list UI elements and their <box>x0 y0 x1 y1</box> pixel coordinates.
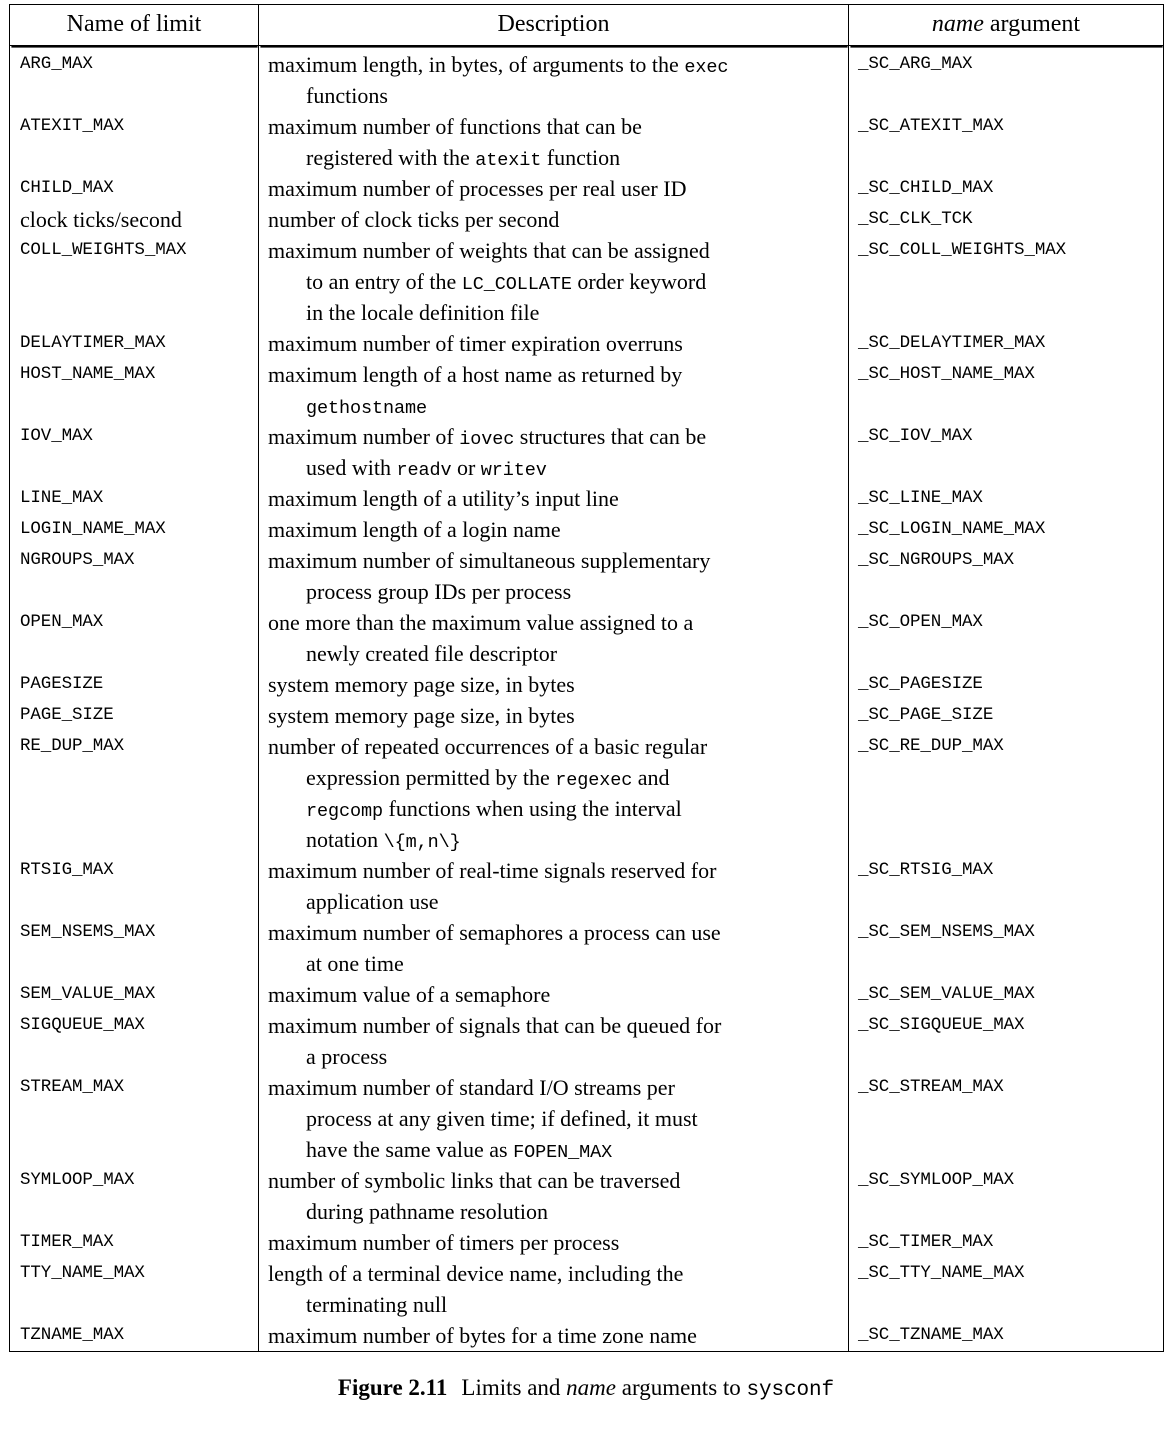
cell-description <box>259 1258 849 1320</box>
name-argument-text: _SC_PAGE_SIZE <box>858 705 994 725</box>
cell-description <box>259 328 849 359</box>
limit-name-text: STREAM_MAX <box>20 1077 125 1097</box>
text-span: in the locale definition file <box>306 300 540 325</box>
description-line <box>268 824 840 855</box>
spacer-line <box>20 1103 252 1134</box>
text-span: process group IDs per process <box>306 579 572 604</box>
name-argument-text: _SC_STREAM_MAX <box>858 1077 1004 1097</box>
text-span: maximum number of <box>268 424 460 449</box>
code-span: LC_COLLATE <box>461 274 572 295</box>
table-row <box>10 235 1164 328</box>
spacer-line <box>858 1041 1157 1072</box>
limit-name-text: PAGE_SIZE <box>20 705 114 725</box>
text-span: maximum number of standard I/O streams per <box>268 1075 675 1100</box>
spacer-line <box>858 297 1157 328</box>
cell-limit-name <box>10 669 259 700</box>
text-span: a process <box>306 1044 388 1069</box>
description-line <box>268 638 840 669</box>
cell-limit-name <box>10 235 259 328</box>
cell-limit-name <box>10 204 259 235</box>
description-line <box>268 204 840 235</box>
spacer-line <box>858 793 1157 824</box>
table-row <box>10 1072 1164 1165</box>
cell-name-argument <box>849 1258 1164 1320</box>
name-argument-text: _SC_RE_DUP_MAX <box>858 736 1004 756</box>
cell-name-argument <box>849 607 1164 669</box>
limit-name-text: COLL_WEIGHTS_MAX <box>20 240 187 260</box>
name-argument-text: _SC_DELAYTIMER_MAX <box>858 333 1046 353</box>
text-span: one more than the maximum value assigned to a <box>268 610 694 635</box>
cell-name-argument <box>849 204 1164 235</box>
name-argument-text: _SC_RTSIG_MAX <box>858 860 994 880</box>
cell-name-argument <box>849 1320 1164 1352</box>
code-span: readv <box>396 460 452 481</box>
code-span: iovec <box>459 429 515 450</box>
code-span: regcomp <box>306 801 384 822</box>
cell-limit-name <box>10 545 259 607</box>
table-body <box>10 46 1164 1352</box>
description-line <box>268 1289 840 1320</box>
description-line <box>268 173 840 204</box>
spacer-line <box>858 266 1157 297</box>
cell-description <box>259 700 849 731</box>
table-row <box>10 1320 1164 1352</box>
cell-description <box>259 483 849 514</box>
cell-description <box>259 235 849 328</box>
limit-name-text: CHILD_MAX <box>20 178 114 198</box>
table-row <box>10 1010 1164 1072</box>
text-span: functions <box>306 83 388 108</box>
spacer-line <box>20 886 252 917</box>
limit-name-text: IOV_MAX <box>20 426 93 446</box>
spacer-line <box>858 638 1157 669</box>
name-argument-text: _SC_SIGQUEUE_MAX <box>858 1015 1025 1035</box>
name-argument-text: _SC_TZNAME_MAX <box>858 1325 1004 1345</box>
text-span: process at any given time; if defined, it must <box>306 1106 698 1131</box>
table-row <box>10 483 1164 514</box>
cell-limit-name <box>10 328 259 359</box>
table-row <box>10 917 1164 979</box>
code-span: \{m,n\} <box>383 832 461 853</box>
column-header-description: Description <box>259 5 849 46</box>
text-span: terminating null <box>306 1292 448 1317</box>
cell-limit-name <box>10 46 259 112</box>
cell-description <box>259 46 849 112</box>
cell-name-argument <box>849 235 1164 328</box>
cell-name-argument <box>849 359 1164 421</box>
limit-name-text: SYMLOOP_MAX <box>20 1170 135 1190</box>
name-argument-text: _SC_SEM_NSEMS_MAX <box>858 922 1035 942</box>
description-line <box>268 514 840 545</box>
text-span: number of symbolic links that can be traversed <box>268 1168 681 1193</box>
spacer-line <box>20 452 252 483</box>
description-line <box>268 1072 840 1103</box>
cell-description <box>259 1320 849 1352</box>
text-span: system memory page size, in bytes <box>268 672 575 697</box>
text-span: structures that can be <box>514 424 707 449</box>
cell-name-argument <box>849 1165 1164 1227</box>
cell-limit-name <box>10 1072 259 1165</box>
text-span: application use <box>306 889 439 914</box>
text-span: maximum number of bytes for a time zone name <box>268 1323 697 1348</box>
cell-name-argument <box>849 1010 1164 1072</box>
table-row <box>10 731 1164 855</box>
table-row <box>10 669 1164 700</box>
spacer-line <box>858 576 1157 607</box>
table-row <box>10 328 1164 359</box>
cell-description <box>259 514 849 545</box>
cell-name-argument <box>849 545 1164 607</box>
limit-name-text: TIMER_MAX <box>20 1232 114 1252</box>
description-line <box>268 390 840 421</box>
spacer-line <box>858 1134 1157 1165</box>
limit-name-text: SEM_VALUE_MAX <box>20 984 156 1004</box>
description-line <box>268 1196 840 1227</box>
table-row <box>10 46 1164 112</box>
table-row <box>10 1258 1164 1320</box>
text-span: maximum length of a host name as returned by <box>268 362 683 387</box>
cell-name-argument <box>849 111 1164 173</box>
text-span: and <box>632 765 670 790</box>
cell-limit-name <box>10 1320 259 1352</box>
code-span: writev <box>480 460 547 481</box>
sysconf-limits-table <box>9 4 1164 1352</box>
cell-description <box>259 731 849 855</box>
text-span: functions when using the interval <box>383 796 682 821</box>
name-argument-text: _SC_LOGIN_NAME_MAX <box>858 519 1046 539</box>
table-row <box>10 979 1164 1010</box>
spacer-line <box>20 638 252 669</box>
text-span: newly created file descriptor <box>306 641 558 666</box>
description-line <box>268 545 840 576</box>
code-span: gethostname <box>306 398 428 419</box>
cell-limit-name <box>10 111 259 173</box>
column-header-name-of-limit: Name of limit <box>10 5 259 46</box>
cell-limit-name <box>10 483 259 514</box>
description-line <box>268 1227 840 1258</box>
cell-name-argument <box>849 328 1164 359</box>
caption-italic-name: name <box>566 1375 616 1400</box>
text-span: maximum length of a login name <box>268 517 561 542</box>
table-row <box>10 1165 1164 1227</box>
text-span: have the same value as <box>306 1137 514 1162</box>
cell-name-argument <box>849 979 1164 1010</box>
cell-description <box>259 917 849 979</box>
cell-description <box>259 1227 849 1258</box>
name-argument-text: _SC_ATEXIT_MAX <box>858 116 1004 136</box>
cell-limit-name <box>10 917 259 979</box>
description-line <box>268 855 840 886</box>
header-rest-argument: argument <box>983 11 1081 37</box>
name-argument-text: _SC_TIMER_MAX <box>858 1232 994 1252</box>
text-span: to an entry of the <box>306 269 462 294</box>
description-line <box>268 421 840 452</box>
spacer-line <box>20 1196 252 1227</box>
figure-caption <box>0 1373 1172 1406</box>
text-span: notation <box>306 827 384 852</box>
table-row <box>10 204 1164 235</box>
spacer-line <box>858 390 1157 421</box>
name-argument-text: _SC_OPEN_MAX <box>858 612 983 632</box>
spacer-line <box>858 886 1157 917</box>
table-row <box>10 607 1164 669</box>
description-line <box>268 49 840 80</box>
text-span: function <box>541 145 621 170</box>
description-line <box>268 669 840 700</box>
text-span: number of repeated occurrences of a basic regular <box>268 734 708 759</box>
cell-limit-name <box>10 359 259 421</box>
limit-name-text: ARG_MAX <box>20 54 93 74</box>
spacer-line <box>858 1289 1157 1320</box>
text-span: expression permitted by the <box>306 765 556 790</box>
spacer-line <box>20 1041 252 1072</box>
description-line <box>268 793 840 824</box>
cell-name-argument <box>849 1227 1164 1258</box>
description-line <box>268 700 840 731</box>
description-line <box>268 886 840 917</box>
spacer-line <box>20 1134 252 1165</box>
text-span: or <box>451 455 481 480</box>
text-span: maximum number of real-time signals reserved for <box>268 858 717 883</box>
text-span: maximum number of signals that can be queued for <box>268 1013 722 1038</box>
code-span: exec <box>684 57 729 78</box>
spacer-line <box>20 297 252 328</box>
text-span: maximum number of functions that can be <box>268 114 642 139</box>
spacer-line <box>858 452 1157 483</box>
cell-limit-name <box>10 700 259 731</box>
limit-name-text: TTY_NAME_MAX <box>20 1263 145 1283</box>
description-line <box>268 607 840 638</box>
header-italic-name: name <box>931 11 984 37</box>
limit-name-text: NGROUPS_MAX <box>20 550 135 570</box>
table-row <box>10 173 1164 204</box>
name-argument-text: _SC_LINE_MAX <box>858 488 983 508</box>
text-span: maximum number of processes per real user ID <box>268 176 687 201</box>
limit-name-text: LOGIN_NAME_MAX <box>20 519 166 539</box>
description-line <box>268 297 840 328</box>
cell-name-argument <box>849 514 1164 545</box>
limit-name-text: clock ticks/second <box>20 207 182 232</box>
cell-name-argument <box>849 669 1164 700</box>
description-line <box>268 576 840 607</box>
cell-name-argument <box>849 917 1164 979</box>
table-row <box>10 700 1164 731</box>
cell-description <box>259 173 849 204</box>
text-span: system memory page size, in bytes <box>268 703 575 728</box>
table-header <box>10 5 1164 46</box>
name-argument-text: _SC_HOST_NAME_MAX <box>858 364 1035 384</box>
name-argument-text: _SC_CHILD_MAX <box>858 178 994 198</box>
description-line <box>268 1165 840 1196</box>
description-line <box>268 266 840 297</box>
cell-description <box>259 545 849 607</box>
figure-label: Figure 2.11 <box>337 1375 448 1400</box>
spacer-line <box>858 80 1157 111</box>
cell-limit-name <box>10 421 259 483</box>
cell-limit-name <box>10 607 259 669</box>
cell-description <box>259 111 849 173</box>
name-argument-text: _SC_IOV_MAX <box>858 426 973 446</box>
limit-name-text: LINE_MAX <box>20 488 104 508</box>
description-line <box>268 235 840 266</box>
name-argument-text: _SC_NGROUPS_MAX <box>858 550 1015 570</box>
caption-text-after: arguments to <box>616 1375 747 1400</box>
spacer-line <box>858 824 1157 855</box>
text-span: registered with the <box>306 145 476 170</box>
cell-name-argument <box>849 1072 1164 1165</box>
code-span: regexec <box>555 770 633 791</box>
name-argument-text: _SC_SYMLOOP_MAX <box>858 1170 1015 1190</box>
description-line <box>268 359 840 390</box>
spacer-line <box>20 824 252 855</box>
cell-name-argument <box>849 421 1164 483</box>
description-line <box>268 1134 840 1165</box>
limit-name-text: SEM_NSEMS_MAX <box>20 922 156 942</box>
spacer-line <box>20 266 252 297</box>
name-argument-text: _SC_SEM_VALUE_MAX <box>858 984 1035 1004</box>
cell-name-argument <box>849 173 1164 204</box>
cell-limit-name <box>10 855 259 917</box>
table-row <box>10 359 1164 421</box>
text-span: maximum number of timer expiration overruns <box>268 331 683 356</box>
name-argument-text: _SC_PAGESIZE <box>858 674 983 694</box>
table-row <box>10 111 1164 173</box>
description-line <box>268 917 840 948</box>
description-line <box>268 111 840 142</box>
caption-mono-sysconf: sysconf <box>746 1379 835 1402</box>
cell-description <box>259 359 849 421</box>
text-span: maximum length of a utility’s input line <box>268 486 619 511</box>
spacer-line <box>20 762 252 793</box>
cell-limit-name <box>10 173 259 204</box>
cell-name-argument <box>849 483 1164 514</box>
spacer-line <box>858 1196 1157 1227</box>
column-header-name-argument <box>849 5 1164 46</box>
table-header-row <box>10 5 1164 46</box>
caption-text-before: Limits and <box>461 1375 567 1400</box>
spacer-line <box>20 1289 252 1320</box>
description-line <box>268 1320 840 1351</box>
cell-description <box>259 1010 849 1072</box>
cell-name-argument <box>849 700 1164 731</box>
cell-name-argument <box>849 731 1164 855</box>
text-span: maximum number of weights that can be assigned <box>268 238 710 263</box>
description-line <box>268 142 840 173</box>
text-span: used with <box>306 455 397 480</box>
spacer-line <box>20 576 252 607</box>
limit-name-text: OPEN_MAX <box>20 612 104 632</box>
text-span: maximum number of semaphores a process can use <box>268 920 721 945</box>
limit-name-text: ATEXIT_MAX <box>20 116 125 136</box>
table-row <box>10 514 1164 545</box>
description-line <box>268 1258 840 1289</box>
spacer-line <box>858 948 1157 979</box>
cell-limit-name <box>10 1258 259 1320</box>
description-line <box>268 1041 840 1072</box>
text-span: at one time <box>306 951 404 976</box>
limit-name-text: DELAYTIMER_MAX <box>20 333 166 353</box>
limit-name-text: TZNAME_MAX <box>20 1325 125 1345</box>
spacer-line <box>858 142 1157 173</box>
description-line <box>268 979 840 1010</box>
name-argument-text: _SC_CLK_TCK <box>858 209 973 229</box>
description-line <box>268 762 840 793</box>
cell-name-argument <box>849 855 1164 917</box>
text-span: maximum number of simultaneous supplementary <box>268 548 711 573</box>
cell-limit-name <box>10 731 259 855</box>
description-line <box>268 1103 840 1134</box>
name-argument-text: _SC_TTY_NAME_MAX <box>858 1263 1025 1283</box>
text-span: number of clock ticks per second <box>268 207 560 232</box>
spacer-line <box>20 390 252 421</box>
cell-limit-name <box>10 1227 259 1258</box>
table-row <box>10 1227 1164 1258</box>
description-line <box>268 948 840 979</box>
text-span: length of a terminal device name, including the <box>268 1261 684 1286</box>
description-line <box>268 452 840 483</box>
spacer-line <box>20 142 252 173</box>
name-argument-text: _SC_ARG_MAX <box>858 54 973 74</box>
name-argument-text: _SC_COLL_WEIGHTS_MAX <box>858 240 1067 260</box>
cell-limit-name <box>10 1165 259 1227</box>
cell-limit-name <box>10 514 259 545</box>
cell-description <box>259 669 849 700</box>
description-line <box>268 1010 840 1041</box>
text-span: during pathname resolution <box>306 1199 548 1224</box>
limit-name-text: RTSIG_MAX <box>20 860 114 880</box>
limit-name-text: HOST_NAME_MAX <box>20 364 156 384</box>
cell-description <box>259 855 849 917</box>
code-span: atexit <box>475 150 542 171</box>
text-span: maximum number of timers per process <box>268 1230 620 1255</box>
cell-description <box>259 607 849 669</box>
cell-description <box>259 204 849 235</box>
description-line <box>268 80 840 111</box>
spacer-line <box>858 762 1157 793</box>
cell-description <box>259 1072 849 1165</box>
cell-description <box>259 1165 849 1227</box>
text-span: maximum length, in bytes, of arguments to the <box>268 52 685 77</box>
table-row <box>10 421 1164 483</box>
cell-description <box>259 979 849 1010</box>
spacer-line <box>20 80 252 111</box>
spacer-line <box>20 948 252 979</box>
text-span: maximum value of a semaphore <box>268 982 551 1007</box>
spacer-line <box>858 1103 1157 1134</box>
limit-name-text: PAGESIZE <box>20 674 104 694</box>
table-row <box>10 855 1164 917</box>
cell-name-argument <box>849 46 1164 112</box>
table-row <box>10 545 1164 607</box>
description-line <box>268 483 840 514</box>
cell-limit-name <box>10 979 259 1010</box>
description-line <box>268 731 840 762</box>
limit-name-text: SIGQUEUE_MAX <box>20 1015 145 1035</box>
cell-description <box>259 421 849 483</box>
cell-limit-name <box>10 1010 259 1072</box>
limit-name-text: RE_DUP_MAX <box>20 736 125 756</box>
text-span: order keyword <box>571 269 707 294</box>
code-span: FOPEN_MAX <box>513 1142 613 1163</box>
description-line <box>268 328 840 359</box>
spacer-line <box>20 793 252 824</box>
